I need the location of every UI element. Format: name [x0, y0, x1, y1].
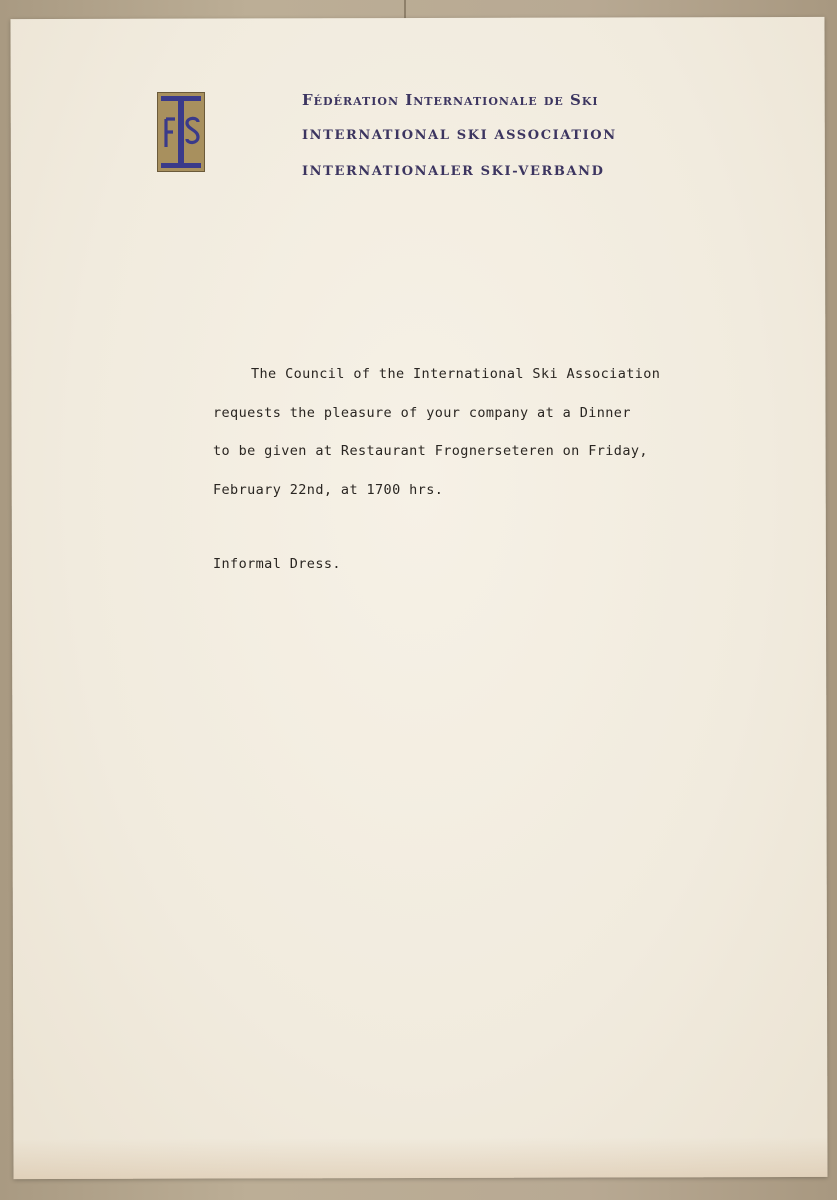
dress-code: Informal Dress. [213, 556, 341, 572]
invitation-body [213, 355, 693, 584]
letterhead-french: Fédération Internationale de Ski [302, 91, 599, 109]
letterhead-german: INTERNATIONALER SKI-VERBAND [302, 164, 605, 179]
letterhead [302, 82, 802, 190]
letterhead-english: INTERNATIONAL SKI ASSOCIATION [302, 128, 617, 143]
invitation-line-4: February 22nd, at 1700 hrs. [213, 481, 444, 498]
invitation-line-1: The Council of the International Ski Association [251, 366, 661, 382]
letter-sheet [10, 17, 827, 1179]
invitation-line-2: requests the pleasure of your company at a Dinner [213, 404, 631, 421]
fis-logo-icon [157, 92, 205, 172]
invitation-line-3: to be given at Restaurant Frognerseteren on Friday, [213, 443, 648, 459]
paper-foxing [13, 1137, 827, 1179]
fis-monogram-icon [158, 93, 204, 171]
